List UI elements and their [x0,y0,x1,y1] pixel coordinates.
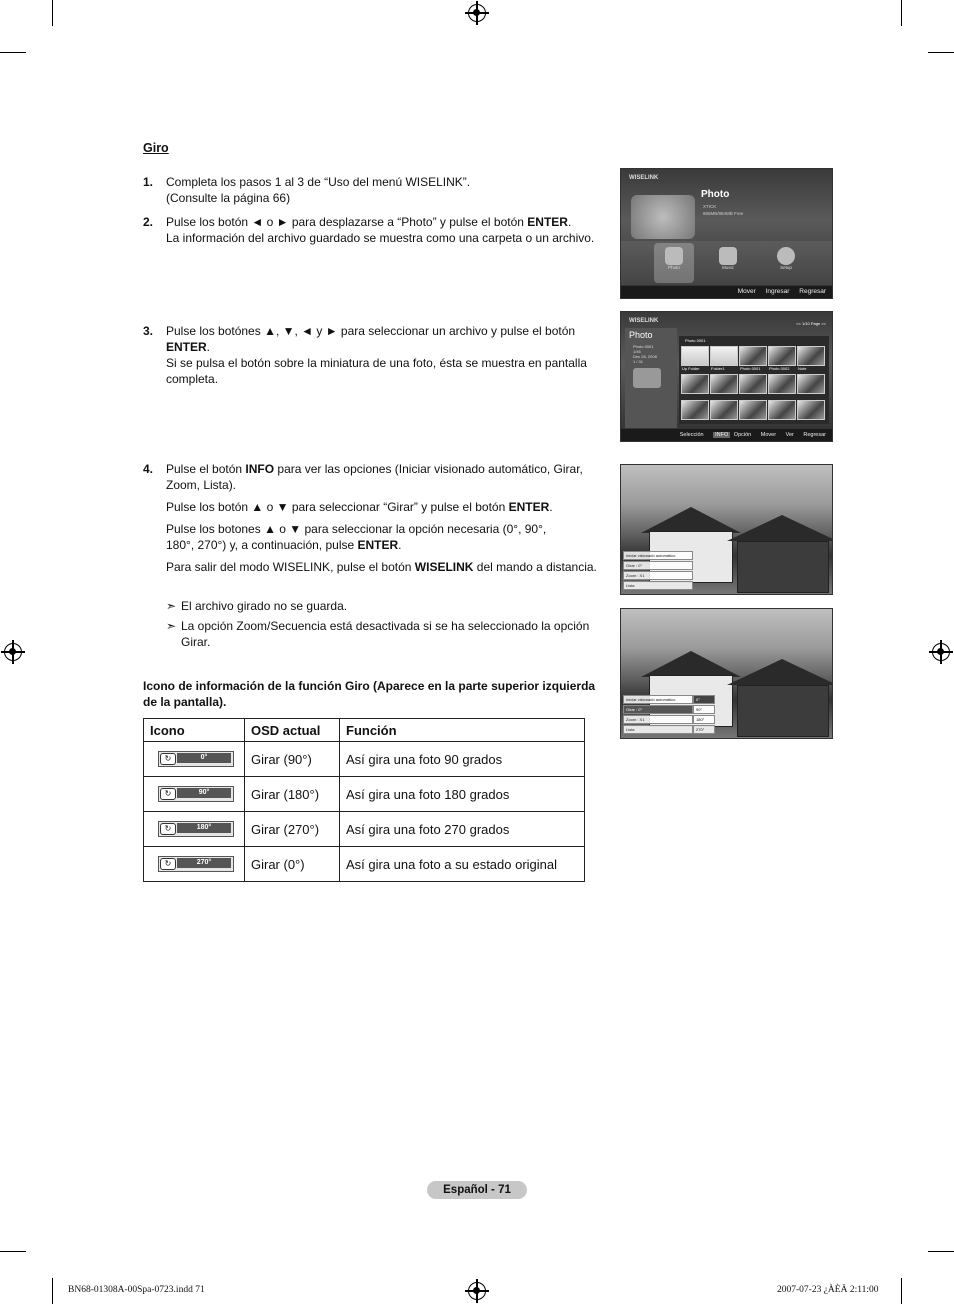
step-text: para ver las opciones (Iniciar visionado automático, Girar, Zoom, Lista). [166,462,583,492]
wiselink-logo: WISELINK [629,318,659,324]
panel-info-line: 1/45 [633,349,641,354]
navigation-bar [621,286,832,298]
step-text: Pulse los botón ▲ o ▼ para seleccionar “Girar” y pulse el botón [166,500,509,514]
step-text: Si se pulsa el botón sobre la miniatura de una foto, ésta se muestra en pantalla completa. [166,356,587,386]
registration-mark-icon [468,1282,486,1300]
rotate-submenu [693,695,715,735]
option-zoom[interactable]: Zoom : X1 [623,715,693,724]
imprint-date: 2007-07-23 ¿ÀÈÄ 2:11:00 [777,1285,879,1295]
step-text: . [549,500,553,514]
table-cell-func: Así gira una foto 180 grados [340,777,585,812]
menu-item-photo[interactable] [654,243,694,283]
table-cell-func: Así gira una foto 270 grados [340,812,585,847]
thumbnail-photo[interactable] [768,374,796,394]
option-rotate[interactable]: Girar : 0° [623,561,693,570]
panel-info-line: 1 / 31 [633,359,644,364]
thumbnail-label: Photo 0002 [769,366,790,371]
step-text: Completa los pasos 1 al 3 de “Uso del menú WISELINK”. [166,175,471,189]
page-indicator: << 1/10 Page >> [796,321,826,326]
rotate-osd-icon [158,786,234,802]
step-text: Para salir del modo WISELINK, pulse el botón [166,560,415,574]
crop-mark [928,1251,954,1252]
step-4 [143,461,603,581]
step-text: del mando a distancia. [473,560,597,574]
crop-mark [52,1278,53,1304]
thumbnail-photo[interactable] [797,346,825,366]
table-header: Icono [144,719,245,742]
photo-icon [665,247,683,265]
device-free-space: 865MB/984MB Free [703,211,744,216]
table-row [144,847,585,882]
step-text: Pulse los botones ▲ o ▼ para seleccionar la opción necesaria (0°, 90°, 180°, 270°) y, a continuación, pulse [166,522,547,552]
device-info [703,203,743,217]
house-roof [641,507,741,533]
thumbnail-photo[interactable] [681,400,709,420]
key-name: INFO [245,462,275,476]
rotate-option[interactable]: 270° [693,725,715,734]
rotation-info-table [143,718,585,882]
music-icon [719,247,737,265]
table-row [144,742,585,777]
thumbnail-photo[interactable] [797,400,825,420]
options-menu [623,695,693,735]
crop-mark [52,0,53,26]
thumbnail-photo[interactable] [768,400,796,420]
step-number: 1. [143,175,154,189]
screenshot-wiselink-menu [620,168,833,299]
thumbnail-photo[interactable] [739,374,767,394]
grid-label: Photo 0001 [685,338,706,343]
rotate-osd-icon [158,751,234,767]
thumbnail-photo[interactable] [739,400,767,420]
thumbnail-photo[interactable] [681,374,709,394]
setup-icon [777,247,795,265]
table-cell-icon [144,777,245,812]
house-roof [727,515,833,541]
house-image [737,541,829,593]
menu-item-label: Music [722,265,734,270]
menu-item-label: Photo [668,265,680,270]
table-cell-osd: Girar (0°) [245,847,340,882]
nav-hint-select: Selección [679,432,704,438]
thumbnail-label: Note [798,366,807,371]
step-number: 2. [143,215,154,229]
table-row [144,812,585,847]
rotate-osd-icon [158,821,234,837]
rotate-option[interactable]: 180° [693,715,715,724]
rotate-option[interactable]: 0° [693,695,715,704]
photo-info-panel [625,328,677,428]
crop-mark [0,1251,26,1252]
thumbnail-photo[interactable] [710,400,738,420]
table-cell-icon [144,742,245,777]
option-slideshow[interactable]: Iniciar visionado automático [623,695,693,704]
nav-hint-view: Ver [785,432,794,438]
panel-title: Photo [629,330,653,340]
nav-hint-option: Opción [733,432,752,438]
screen-title: Photo [701,189,730,200]
camera-image-icon [631,195,695,239]
section-title: Giro [143,141,169,155]
rotate-icon: ↻ [160,753,176,765]
table-header: OSD actual [245,719,340,742]
registration-mark-icon [468,4,486,22]
table-row [144,777,585,812]
rotate-osd-icon [158,856,234,872]
table-cell-icon [144,847,245,882]
thumbnail-photo[interactable] [739,346,767,366]
menu-item-music[interactable] [713,247,743,277]
rotate-value: 90° [177,788,231,798]
option-zoom[interactable]: Zoom : X1 [623,571,693,580]
step-text: . [206,340,211,354]
step-text: Pulse los botón ◄ o ► para desplazarse a “Photo” y pulse el botón [166,215,528,229]
note-text: La opción Zoom/Secuencia está desactivada si se ha seleccionado la opción Girar. [181,619,590,649]
wiselink-logo: WISELINK [629,175,659,181]
panel-info-line: Dec 26, 2008 [633,354,657,359]
thumbnail-up-folder[interactable] [681,346,709,366]
note-1 [166,598,596,614]
table-header: Función [340,719,585,742]
icon-section-title: Icono de información de la función Giro (Aparece en la parte superior izquierda de la pantalla). [143,679,596,709]
rotate-icon: ↻ [160,858,176,870]
thumbnail-folder[interactable] [710,346,738,366]
step-text: (Consulte la página 66) [166,191,291,205]
table-cell-osd: Girar (90°) [245,742,340,777]
registration-mark-icon [4,643,22,661]
table-header-row [144,719,585,742]
page-number: Español - 71 [427,1181,527,1199]
table-cell-func: Así gira una foto a su estado original [340,847,585,882]
screenshot-photo-grid [620,311,833,442]
nav-hint-move: Mover [760,432,777,438]
note-text: El archivo girado no se guarda. [181,599,348,613]
key-name: ENTER [508,500,550,514]
table-cell-osd: Girar (270°) [245,812,340,847]
note-arrow-icon: ➣ [166,619,177,633]
thumbnail-label: Folder1 [711,366,725,371]
step-number: 3. [143,324,154,338]
rotate-value: 0° [177,753,231,763]
option-slideshow[interactable]: Iniciar visionado automático [623,551,693,560]
option-list[interactable]: Lista [623,581,693,590]
key-name: ENTER [166,340,207,354]
thumbnail-label: Photo 0001 [740,366,761,371]
house-roof [727,659,833,685]
step-2 [143,214,603,246]
key-name: ENTER [527,215,568,229]
rotate-icon: ↻ [160,823,176,835]
thumbnail-photo[interactable] [797,374,825,394]
crop-mark [928,52,954,53]
menu-item-label: Setup [780,265,792,270]
crop-mark [901,0,902,26]
table-cell-func: Así gira una foto 90 grados [340,742,585,777]
nav-hint-move: Mover [737,288,756,295]
step-text: Pulse el botón [166,462,246,476]
nav-hint-return: Regresar [799,288,826,295]
menu-item-setup[interactable] [771,247,801,277]
crop-mark [0,52,26,53]
panel-info [633,344,657,364]
table-cell-osd: Girar (180°) [245,777,340,812]
navigation-bar [621,429,832,441]
nav-hint-enter: Ingresar [765,288,790,295]
step-text: La información del archivo guardado se muestra como una carpeta o un archivo. [166,231,595,245]
house-roof [641,651,741,677]
thumbnail-grid [679,336,829,424]
crop-mark [901,1278,902,1304]
note-2 [166,618,596,650]
key-name: ENTER [357,538,399,552]
menu-row [621,241,832,285]
info-key-icon: INFO [715,432,729,438]
options-menu [623,551,693,591]
imprint-file: BN68-01308A-00Spa-0723.indd 71 [68,1285,205,1295]
thumbnail-photo[interactable] [710,374,738,394]
thumbnail-photo[interactable] [768,346,796,366]
step-text: Pulse los botónes ▲, ▼, ◄ y ► para seleccionar un archivo y pulse el botón [166,324,576,338]
rotate-value: 180° [177,823,231,833]
registration-mark-icon [932,643,950,661]
note-arrow-icon: ➣ [166,599,177,613]
step-text: . [398,538,402,552]
panel-info-line: Photo 0001 [633,344,654,349]
rotate-icon: ↻ [160,788,176,800]
rotate-option[interactable]: 90° [693,705,715,714]
house-image [737,685,829,737]
camera-icon [633,368,661,388]
rotate-value: 270° [177,858,231,868]
table-cell-icon [144,812,245,847]
key-name: WISELINK [414,560,474,574]
option-list[interactable]: Lista [623,725,693,734]
option-rotate[interactable]: Girar : 0° [623,705,693,714]
step-3 [143,323,603,387]
device-name: XTICK [703,204,717,209]
nav-hint-return: Regresar [803,432,826,438]
step-number: 4. [143,462,154,476]
screenshot-photo-options [620,464,833,595]
screenshot-photo-rotate [620,608,833,739]
step-1 [143,174,603,206]
step-text: . [567,215,572,229]
thumbnail-label: Up Folder [682,366,700,371]
